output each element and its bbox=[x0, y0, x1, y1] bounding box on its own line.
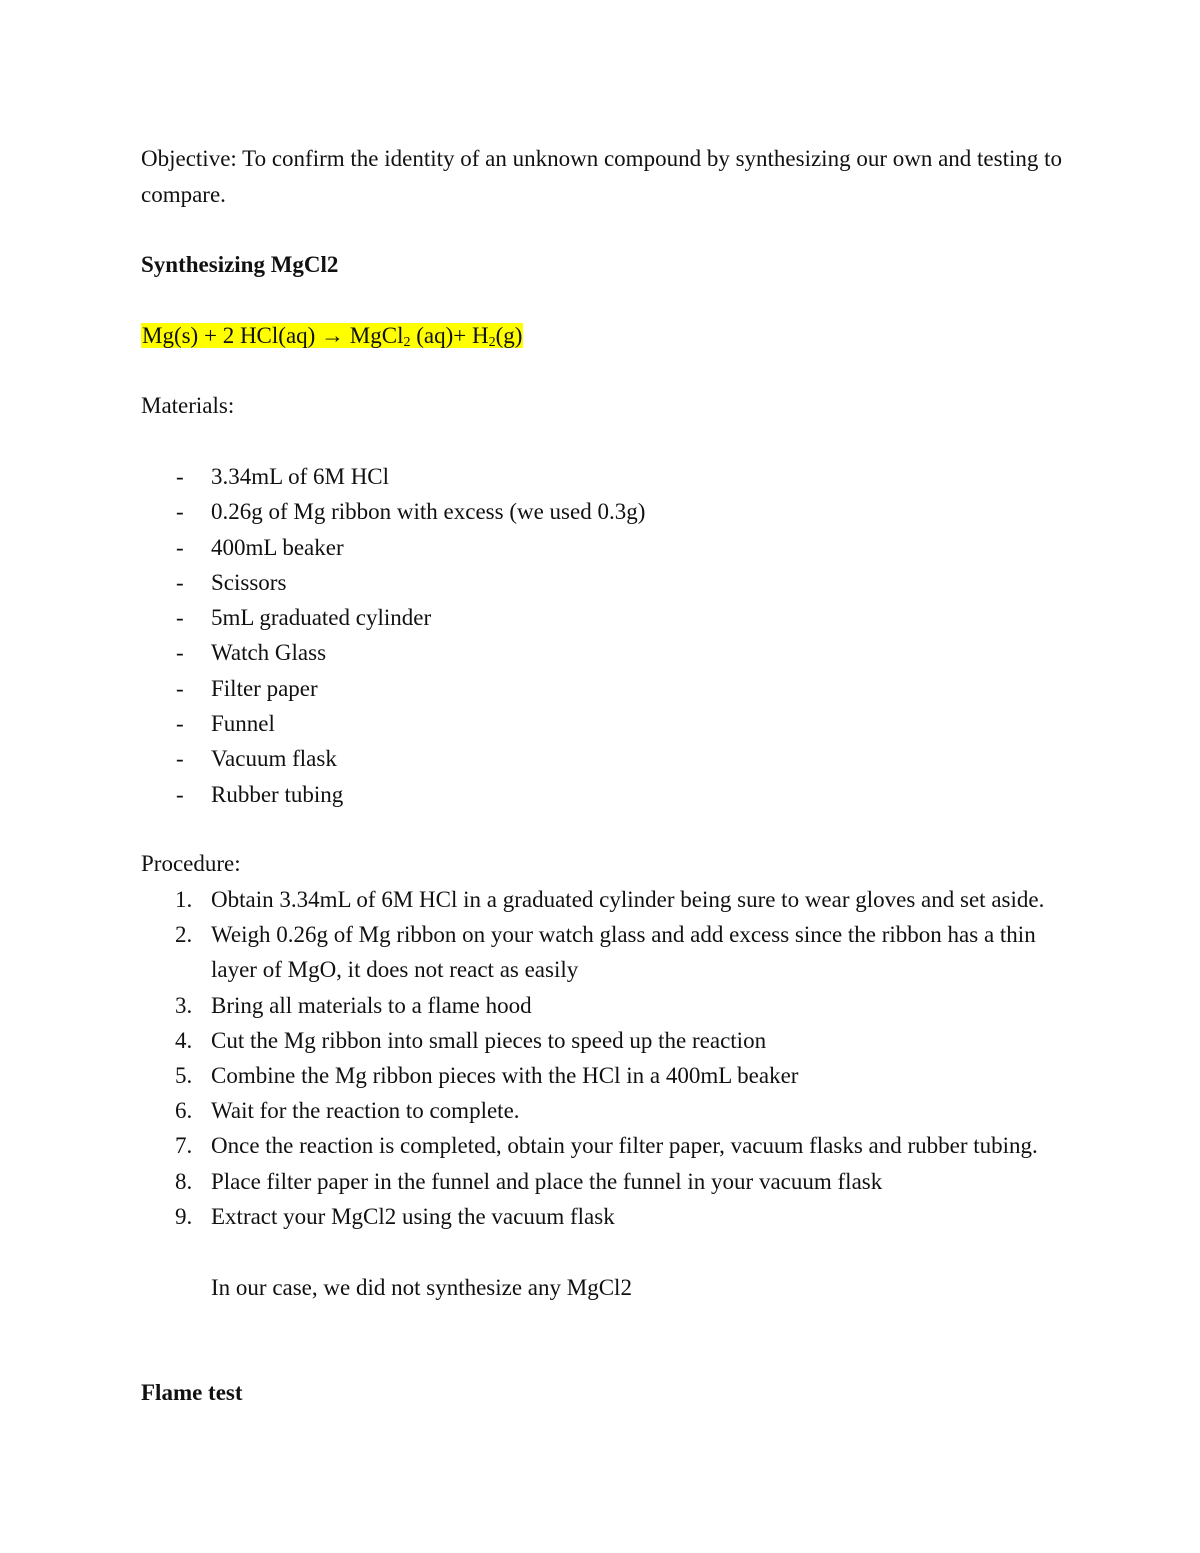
materials-list-item bbox=[141, 459, 1041, 494]
reaction-equation bbox=[141, 323, 523, 348]
procedure-step bbox=[141, 1058, 1061, 1093]
step-number: 2. bbox=[175, 922, 193, 948]
materials-list-item bbox=[141, 635, 1041, 670]
equation-subscript-1: 2 bbox=[403, 335, 411, 350]
list-bullet-dash: - bbox=[176, 640, 184, 666]
step-number: 5. bbox=[175, 1063, 193, 1089]
step-text: Bring all materials to a flame hood bbox=[211, 992, 532, 1018]
materials-item-text: 0.26g of Mg ribbon with excess (we used 0.3g) bbox=[211, 499, 646, 525]
materials-item-text: Filter paper bbox=[211, 675, 318, 701]
list-bullet-dash: - bbox=[176, 569, 184, 595]
procedure-step bbox=[141, 988, 1061, 1023]
step-text: Extract your MgCl2 using the vacuum flask bbox=[211, 1203, 615, 1229]
reaction-equation-line bbox=[141, 318, 1071, 354]
equation-part-3: (g) bbox=[495, 323, 523, 348]
materials-list-item bbox=[141, 741, 1041, 776]
procedure-step bbox=[141, 1199, 1061, 1234]
section-heading-flame-test: Flame test bbox=[141, 1380, 243, 1405]
list-bullet-dash: - bbox=[176, 499, 184, 525]
list-bullet-dash: - bbox=[176, 675, 184, 701]
step-number: 4. bbox=[175, 1027, 193, 1053]
materials-list-item bbox=[141, 671, 1041, 706]
step-number: 1. bbox=[175, 887, 193, 912]
step-text: Wait for the reaction to complete. bbox=[211, 1098, 520, 1124]
materials-item-text: Watch Glass bbox=[211, 640, 327, 666]
step-text: Place filter paper in the funnel and place the funnel in your vacuum flask bbox=[211, 1168, 883, 1194]
step-number: 3. bbox=[175, 992, 193, 1018]
materials-list-item bbox=[141, 565, 1041, 600]
list-bullet-dash: - bbox=[176, 781, 184, 807]
procedure-step bbox=[141, 1023, 1061, 1058]
materials-label: Materials: bbox=[141, 393, 235, 418]
step-number: 7. bbox=[175, 1133, 193, 1159]
list-bullet-dash: - bbox=[176, 746, 184, 772]
procedure-step bbox=[141, 882, 1061, 917]
materials-item-text: 3.34mL of 6M HCl bbox=[211, 464, 390, 489]
equation-part-1: Mg(s) + 2 HCl(aq) → MgCl bbox=[142, 323, 404, 348]
procedure-step bbox=[141, 1164, 1061, 1199]
materials-item-text: 5mL graduated cylinder bbox=[211, 605, 432, 631]
step-text: Obtain 3.34mL of 6M HCl in a graduated cylinder being sure to wear gloves and set aside. bbox=[211, 887, 1045, 912]
step-number: 6. bbox=[175, 1098, 193, 1124]
list-bullet-dash: - bbox=[176, 464, 184, 489]
equation-part-2: (aq)+ H bbox=[410, 323, 489, 348]
materials-item-text: 400mL beaker bbox=[211, 534, 344, 560]
procedure-step bbox=[141, 1128, 1061, 1163]
materials-item-text: Vacuum flask bbox=[211, 746, 337, 772]
step-number: 8. bbox=[175, 1168, 193, 1194]
materials-list bbox=[141, 459, 1041, 812]
step-text: Cut the Mg ribbon into small pieces to speed up the reaction bbox=[211, 1027, 767, 1053]
materials-list-item bbox=[141, 777, 1041, 812]
step-text: Combine the Mg ribbon pieces with the HCl in a 400mL beaker bbox=[211, 1063, 799, 1089]
materials-list-item bbox=[141, 600, 1041, 635]
step-text: Once the reaction is completed, obtain your filter paper, vacuum flasks and rubber tubing. bbox=[211, 1133, 1038, 1159]
step-text: Weigh 0.26g of Mg ribbon on your watch glass and add excess since the ribbon has a thin layer of MgO, it does not react as easily bbox=[211, 922, 1036, 983]
materials-list-item bbox=[141, 530, 1041, 565]
list-bullet-dash: - bbox=[176, 534, 184, 560]
procedure-note: In our case, we did not synthesize any MgCl2 bbox=[211, 1275, 632, 1300]
equation-subscript-2: 2 bbox=[488, 335, 496, 350]
materials-item-text: Rubber tubing bbox=[211, 781, 344, 807]
list-bullet-dash: - bbox=[176, 711, 184, 737]
procedure-step bbox=[141, 1093, 1061, 1128]
step-number: 9. bbox=[175, 1203, 193, 1229]
materials-item-text: Funnel bbox=[211, 711, 275, 737]
procedure-list bbox=[141, 882, 1061, 1234]
materials-list-item bbox=[141, 706, 1041, 741]
objective-paragraph: Objective: To confirm the identity of an unknown compound by synthesizing our own and testing to compare. bbox=[141, 146, 1063, 207]
procedure-label: Procedure: bbox=[141, 851, 241, 876]
procedure-step bbox=[141, 917, 1061, 987]
materials-item-text: Scissors bbox=[211, 569, 287, 595]
section-heading-synthesizing: Synthesizing MgCl2 bbox=[141, 252, 339, 277]
list-bullet-dash: - bbox=[176, 605, 184, 631]
materials-list-item bbox=[141, 494, 1041, 529]
